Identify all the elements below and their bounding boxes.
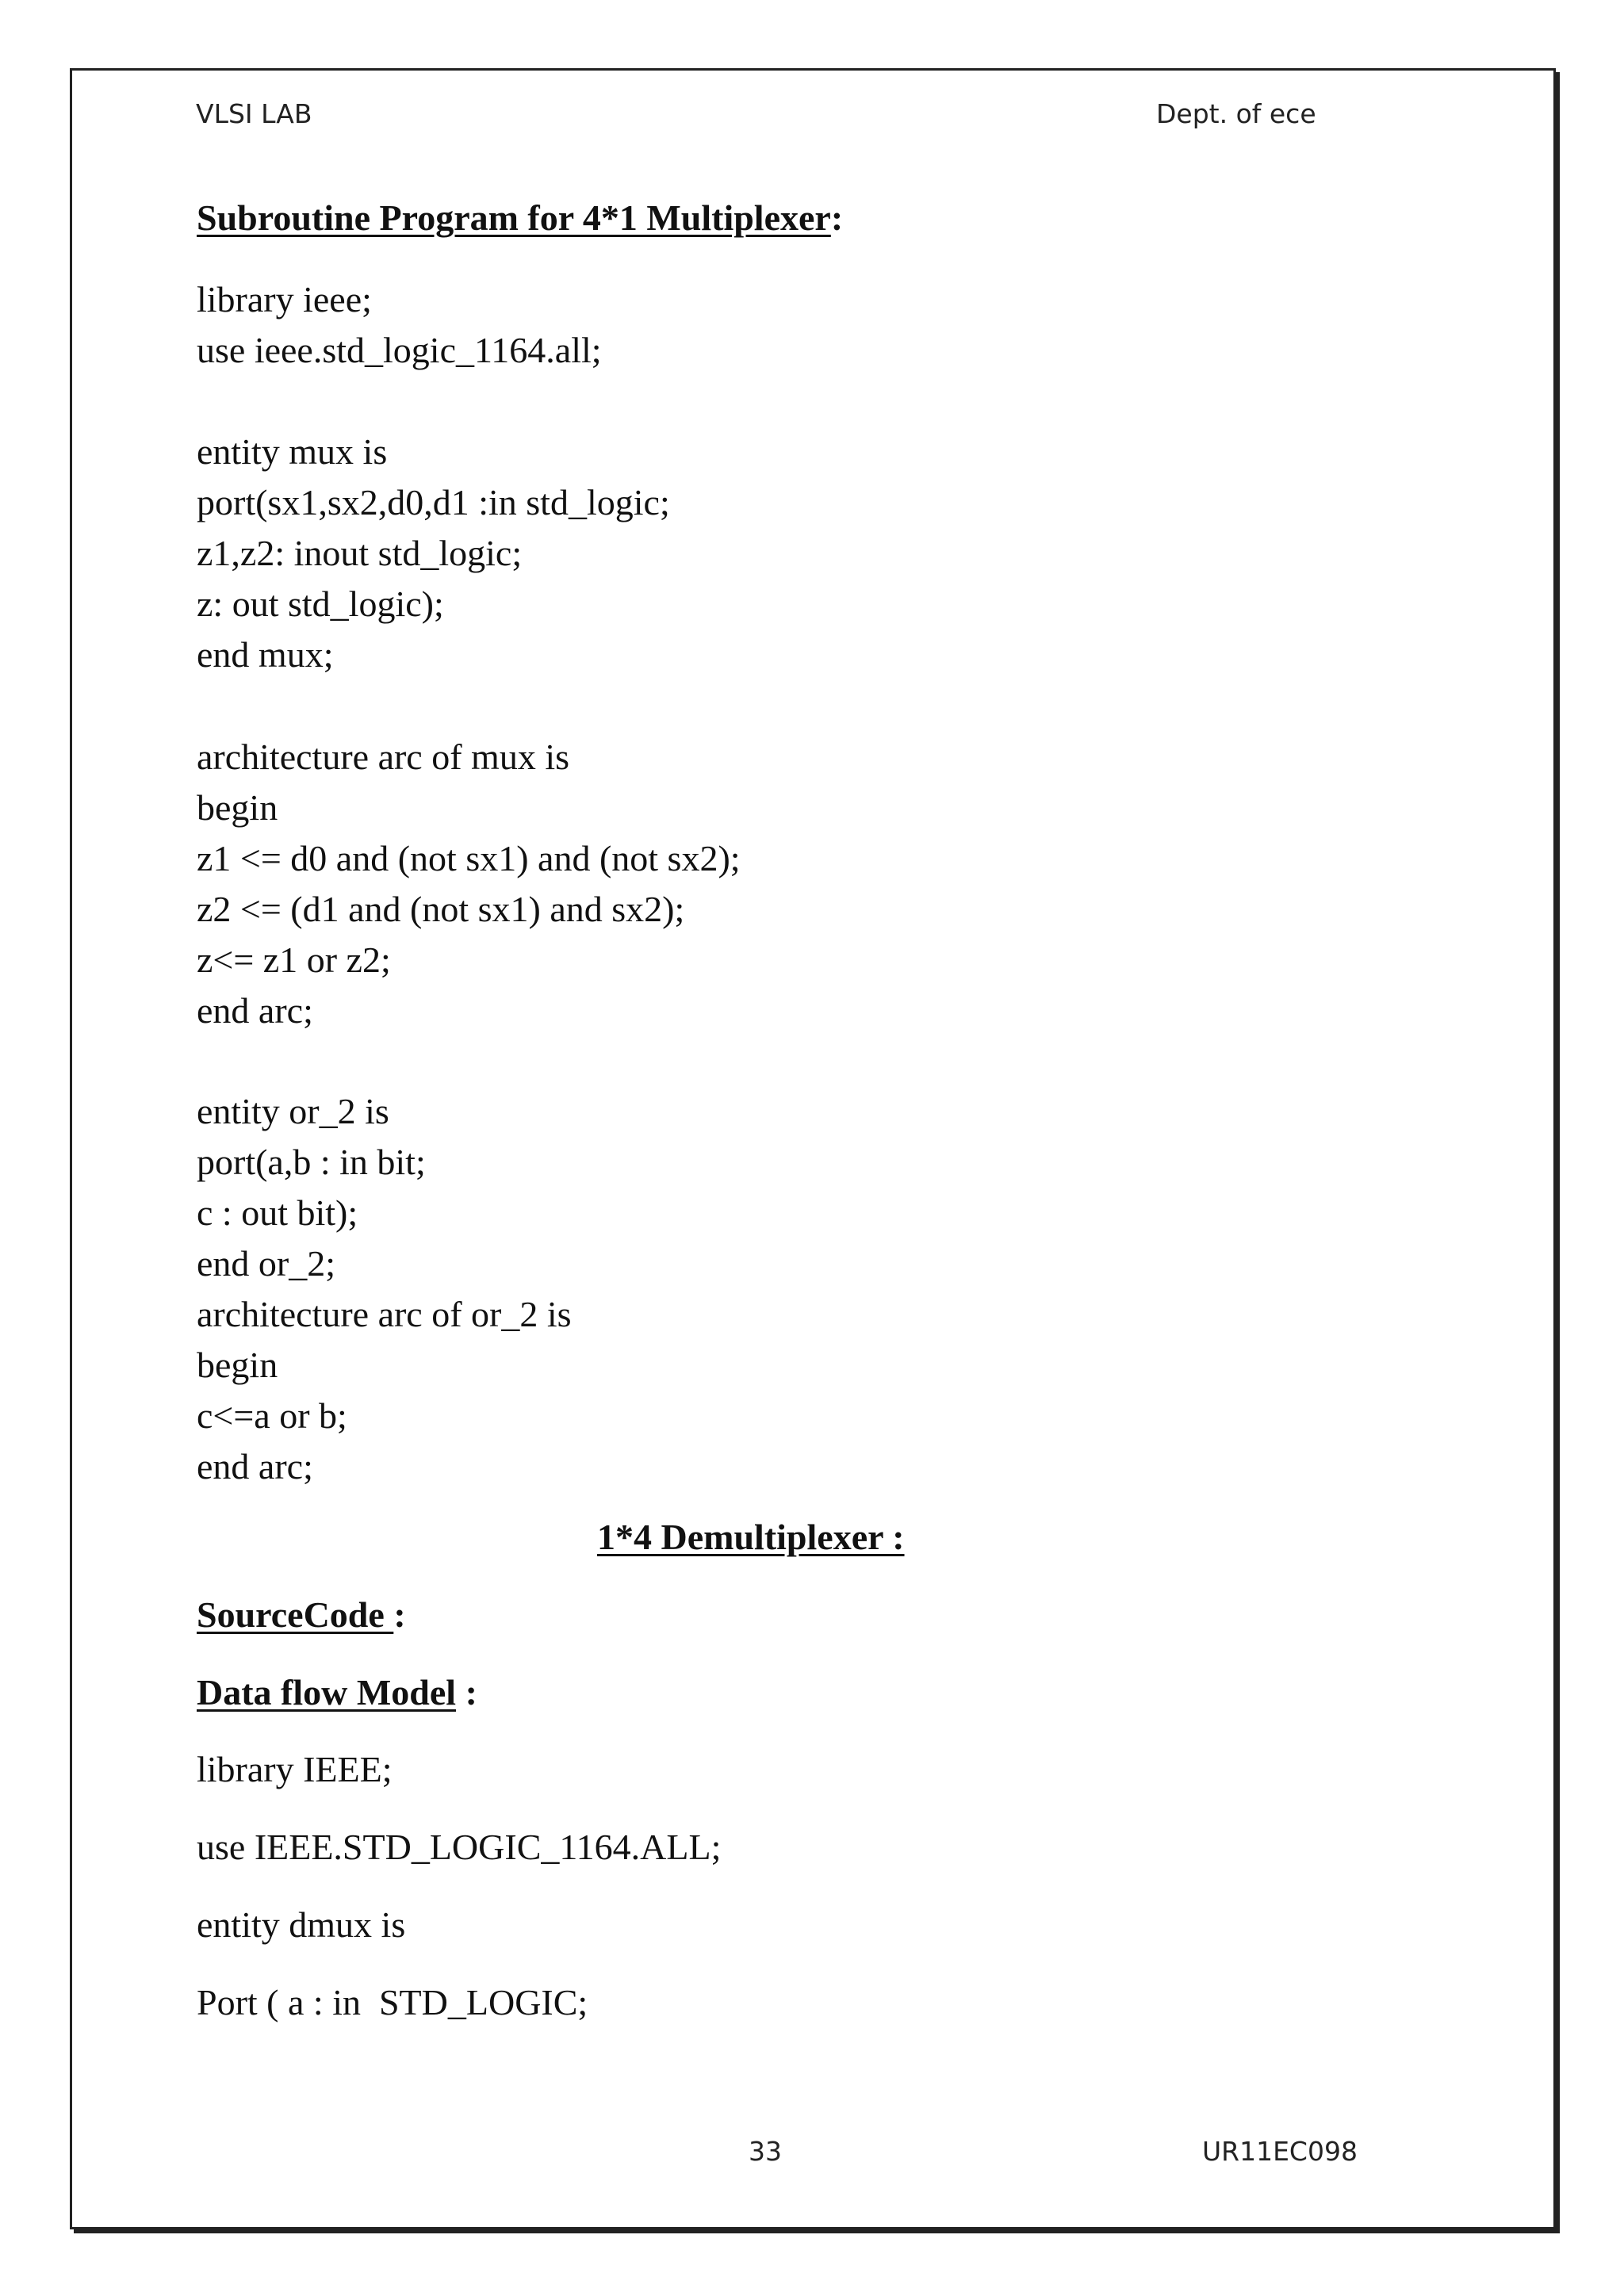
code-line: begin [197,1345,278,1385]
demux-title: 1*4 Demultiplexer : [597,1517,905,1557]
demux-code-line: entity dmux is [197,1904,406,1945]
code-line: use ieee.std_logic_1164.all; [197,330,602,370]
code-line: c<=a or b; [197,1395,347,1436]
demux-code-line: library IEEE; [197,1749,393,1789]
code-line: end or_2; [197,1243,336,1284]
section-heading-mux-subroutine [197,197,843,239]
code-line: entity or_2 is [197,1091,389,1131]
code-line: end arc; [197,990,313,1031]
code-line: port(a,b : in bit; [197,1142,426,1182]
mux-subroutine-title-colon: : [830,197,844,238]
demux-code-line: use IEEE.STD_LOGIC_1164.ALL; [197,1827,722,1867]
source-code-colon: : [393,1594,406,1635]
code-architecture-mux-group [197,732,741,1036]
mux-subroutine-title: Subroutine Program for 4*1 Multiplexer [197,197,831,238]
roll-number: UR11EC098 [1202,2136,1358,2167]
code-line: begin [197,787,278,828]
data-flow-model-colon: : [456,1672,477,1712]
page-number: 33 [749,2136,782,2167]
code-line: port(sx1,sx2,d0,d1 :in std_logic; [197,482,670,522]
code-line: architecture arc of or_2 is [197,1294,572,1334]
code-line: end mux; [197,634,334,675]
code-entity-mux-group [197,427,670,680]
code-line: architecture arc of mux is [197,737,569,777]
source-code-text: SourceCode [197,1594,394,1635]
code-line: z<= z1 or z2; [197,939,391,980]
code-line: z2 <= (d1 and (not sx1) and sx2); [197,889,685,929]
code-line: end arc; [197,1446,313,1487]
code-line: z1 <= d0 and (not sx1) and (not sx2); [197,838,741,878]
code-line: entity mux is [197,431,388,472]
code-line: z: out std_logic); [197,584,444,624]
header-department: Dept. of ece [1156,98,1316,129]
code-line: library ieee; [197,279,372,320]
code-entity-or2-group [197,1086,572,1492]
code-line: z1,z2: inout std_logic; [197,533,523,573]
demux-code-line: Port ( a : in STD_LOGIC; [197,1982,588,2022]
header-lab-title: VLSI LAB [196,98,312,129]
data-flow-model-label [197,1671,477,1713]
code-line: c : out bit); [197,1192,358,1233]
source-code-label [197,1594,406,1636]
code-library-group [197,274,602,376]
section-heading-demux [597,1516,905,1558]
data-flow-model-text: Data flow Model [197,1672,457,1712]
